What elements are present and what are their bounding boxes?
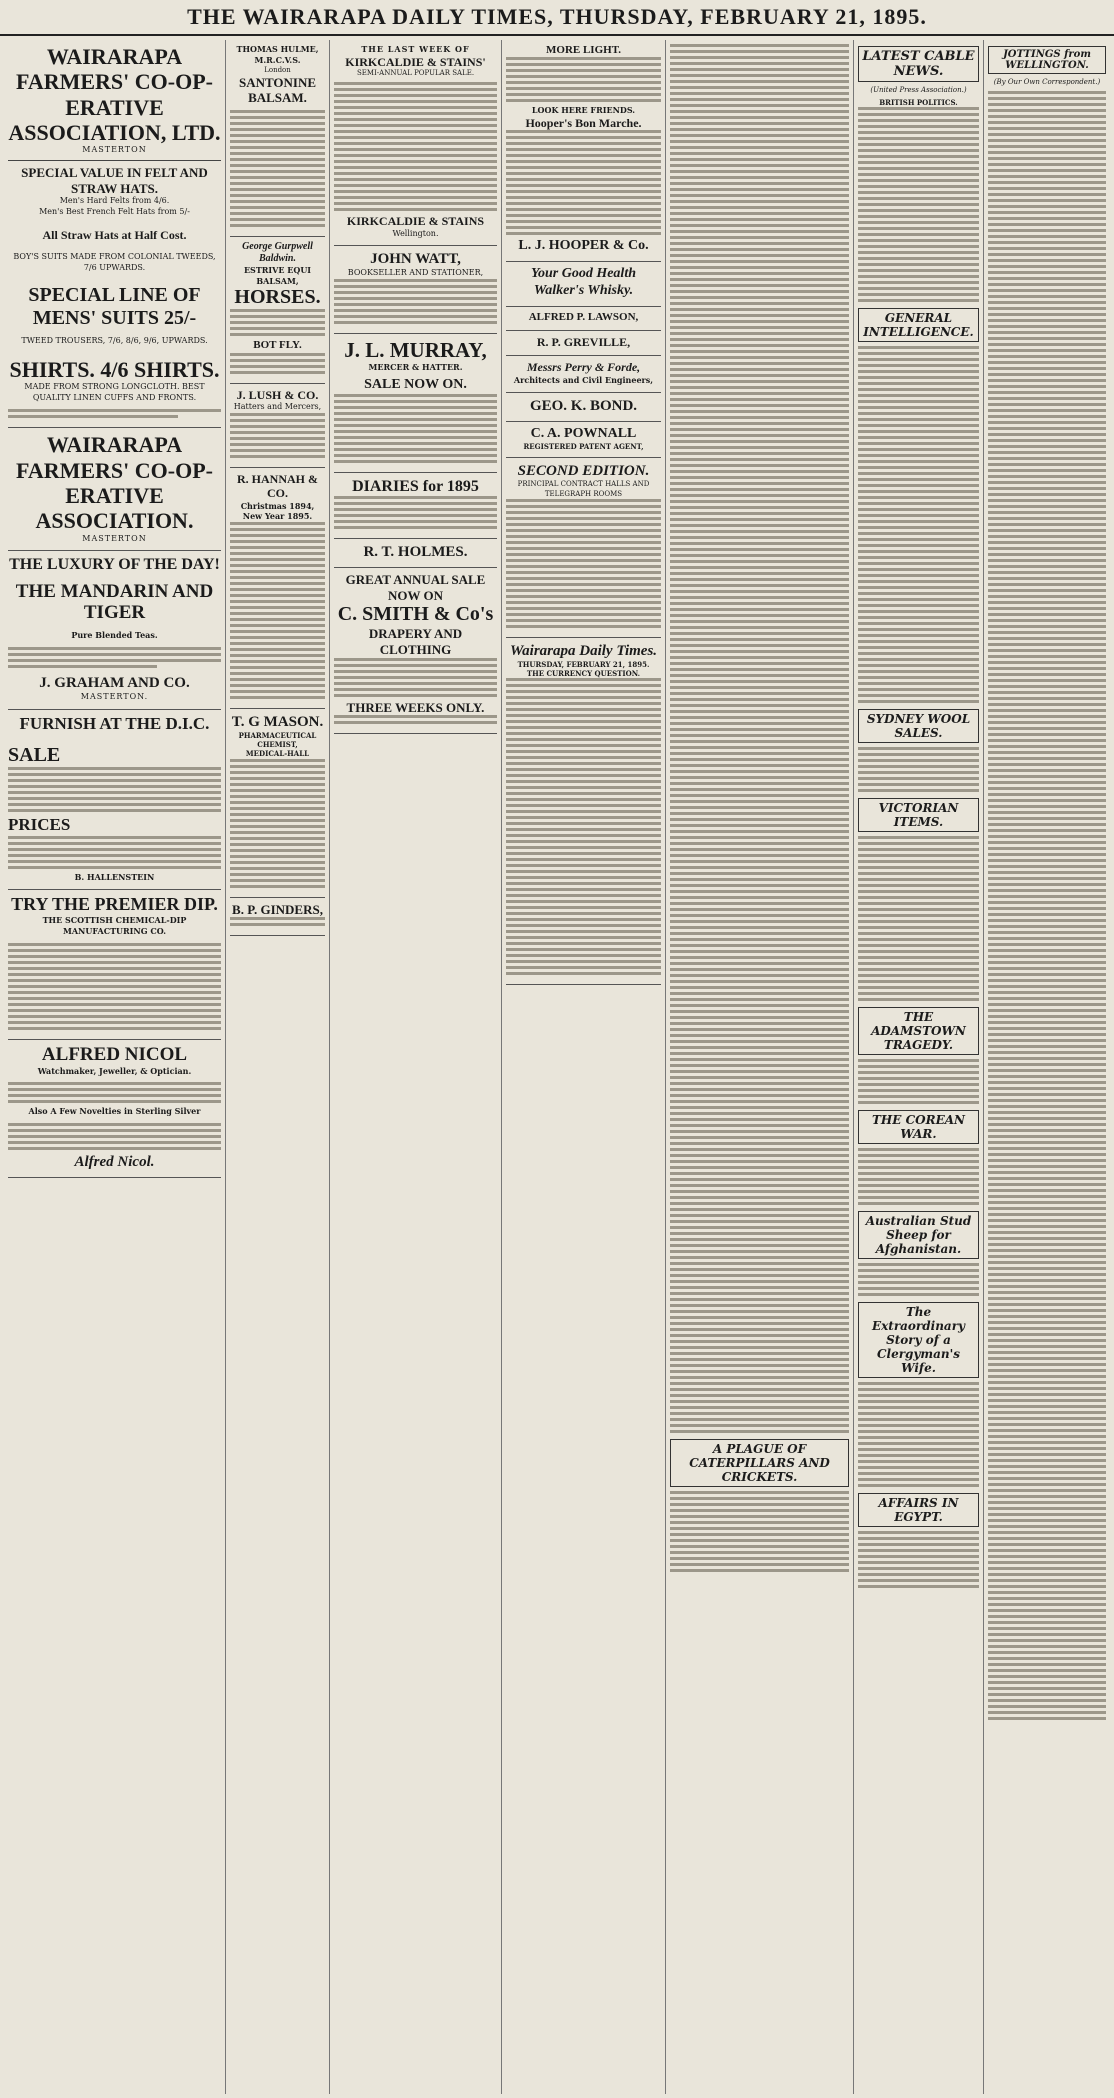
ad-line: TWEED TROUSERS, 7/6, 8/6, 9/6, UPWARDS.	[21, 335, 208, 345]
ad-heading: HORSES.	[234, 286, 321, 309]
ad-smith	[334, 568, 497, 734]
ad-subtitle: Architects and Civil Engineers,	[513, 374, 654, 385]
ad-john-watt	[334, 246, 497, 334]
ad-heading: BOT FLY.	[253, 339, 302, 352]
ad-subtitle: Christmas 1894,	[240, 500, 315, 511]
ad-subtitle: REGISTERED PATENT AGENT,	[523, 442, 644, 452]
ad-lush	[230, 384, 325, 468]
ad-title: J. L. MURRAY,	[344, 338, 487, 363]
ad-subtitle: LOOK HERE FRIENDS.	[531, 105, 636, 116]
ad-holmes	[334, 539, 497, 568]
ad-title: SANTONINE BALSAM.	[238, 74, 317, 106]
ad-mason	[230, 709, 325, 897]
ad-farmers-coop	[8, 40, 221, 428]
ad-hannah	[230, 468, 325, 709]
ad-heading: MORE LIGHT.	[546, 44, 621, 56]
ad-mandarin-tiger	[8, 551, 221, 709]
section-heading: SYDNEY WOOL SALES.	[858, 709, 979, 743]
ad-title: C. A. POWNALL	[530, 425, 637, 441]
section-heading: JOTTINGS from WELLINGTON.	[988, 46, 1106, 74]
column-6	[854, 40, 984, 2094]
ad-title: B. P. GINDERS,	[232, 901, 323, 917]
ad-subtitle: MERCER & HATTER.	[368, 362, 463, 373]
ad-subtitle: THE SCOTTISH CHEMICAL-DIP MANUFACTURING CO.	[42, 915, 187, 937]
ad-place: Wellington.	[392, 228, 439, 238]
ad-line: All Straw Hats at Half Cost.	[42, 227, 187, 242]
ad-ginders	[230, 898, 325, 937]
ad-line: Also A Few Novelties in Sterling Silver	[28, 1106, 201, 1117]
section-heading: AFFAIRS IN EGYPT.	[858, 1493, 979, 1527]
ad-farmers-coop-2	[8, 428, 221, 551]
ad-title: ALFRED NICOL	[41, 1043, 188, 1065]
section-heading: LATEST CABLE NEWS.	[858, 46, 979, 82]
paper-date: THURSDAY, FEBRUARY 21, 1895.	[517, 659, 650, 669]
ad-murray	[334, 334, 497, 473]
column-4	[502, 40, 666, 2094]
ad-title: Messrs Perry & Forde,	[526, 360, 641, 375]
ad-line: MADE FROM STRONG LONGCLOTH. BEST QUALITY LINEN CUFFS AND FRONTS.	[24, 381, 205, 402]
ad-title: R. P. GREVILLE,	[536, 334, 631, 349]
ad-title: KIRKCALDIE & STAINS'	[345, 54, 486, 69]
ad-word: PRICES	[8, 815, 71, 835]
ad-title: L. J. HOOPER & Co.	[518, 238, 649, 254]
section-heading: THE ADAMSTOWN TRAGEDY.	[858, 1007, 979, 1055]
section-heading: GENERAL INTELLIGENCE.	[858, 308, 979, 342]
ad-signature: Alfred Nicol.	[74, 1154, 155, 1171]
ad-title: GEO. K. BOND.	[529, 397, 638, 414]
ad-title: J. LUSH & CO.	[236, 387, 319, 402]
ad-title: THE LUXURY OF THE DAY!	[9, 556, 220, 574]
ad-title: T. G MASON.	[231, 714, 324, 731]
ad-title: Your Good Health Walker's Whisky.	[530, 266, 636, 298]
section-subtitle: (By Our Own Correspondent.)	[993, 78, 1101, 86]
section-title: SECOND EDITION.	[517, 463, 650, 480]
ad-subtitle: ESTRIVE EQUI BALSAM,	[243, 264, 312, 286]
ad-hooper	[506, 40, 661, 262]
ad-place: London	[264, 65, 291, 74]
ad-title: Hooper's Bon Marche.	[525, 115, 642, 130]
ad-diaries	[334, 473, 497, 539]
ad-santonine	[230, 40, 325, 237]
ad-perry-forde	[506, 356, 661, 392]
ad-subtitle: DRAPERY AND CLOTHING	[368, 626, 463, 657]
ad-walkers	[506, 262, 661, 307]
editorial-heading: THE CURRENCY QUESTION.	[526, 668, 641, 678]
ad-place: MASTERTON.	[80, 692, 149, 702]
ad-subtitle: Hatters and Mercers,	[233, 402, 322, 412]
ad-heading: SALE NOW ON.	[364, 377, 467, 393]
section-heading: Australian Stud Sheep for Afghanistan.	[858, 1211, 979, 1259]
ad-baldwin	[230, 237, 325, 384]
ad-dic	[8, 710, 221, 890]
section-heading: A PLAGUE OF CATERPILLARS AND CRICKETS.	[670, 1439, 849, 1487]
ad-pownall	[506, 422, 661, 459]
ad-heading: THREE WEEKS ONLY.	[346, 699, 485, 715]
ad-footer: J. GRAHAM AND CO.	[39, 675, 190, 692]
ad-tagline: Pure Blended Teas.	[71, 630, 158, 641]
column-5	[666, 40, 854, 2094]
section-heading: VICTORIAN ITEMS.	[858, 798, 979, 832]
ad-lawson	[506, 307, 661, 331]
ad-word: SALE	[8, 744, 61, 767]
ad-heading: SPECIAL LINE OF MENS' SUITS 25/-	[28, 283, 201, 329]
ad-title: George Gurpwell Baldwin.	[242, 240, 313, 264]
ad-place: MASTERTON	[82, 145, 147, 155]
ad-bond	[506, 393, 661, 422]
section-heading: The Extraordinary Story of a Clergyman's Wife.	[858, 1302, 979, 1378]
ad-greville	[506, 331, 661, 356]
section-heading: BRITISH POLITICS.	[879, 98, 958, 108]
ad-subtitle: MEDICAL-HALL	[245, 749, 310, 759]
ad-line: Men's Hard Felts from 4/6.	[59, 196, 170, 206]
ad-place: MASTERTON	[82, 533, 147, 543]
ad-subtitle: Watchmaker, Jeweller, & Optician.	[37, 1065, 192, 1076]
ad-title: TRY THE PREMIER DIP.	[11, 893, 218, 914]
column-2	[226, 40, 330, 2094]
ad-heading: SHIRTS. 4/6 SHIRTS.	[9, 356, 220, 382]
ad-footer: KIRKCALDIE & STAINS	[346, 214, 485, 229]
ad-line: Men's Best French Felt Hats from 5/-	[39, 206, 190, 216]
second-edition	[506, 458, 661, 637]
section-subtitle: PRINCIPAL CONTRACT HALLS AND TELEGRAPH ROOMS	[517, 480, 650, 498]
ad-title: WAIRARAPA FARMERS' CO-OP-ERATIVE ASSOCIATION, LTD.	[8, 44, 221, 145]
ad-heading: GREAT ANNUAL SALE NOW ON	[345, 572, 486, 603]
ad-title: ALFRED P. LAWSON,	[528, 310, 639, 323]
ad-alfred-nicol	[8, 1040, 221, 1178]
paper-title: Wairarapa Daily Times.	[509, 642, 658, 659]
ad-title: FURNISH AT THE D.I.C.	[19, 713, 210, 733]
ad-premier-dip	[8, 890, 221, 1040]
ad-title: R. HANNAH & CO.	[237, 471, 318, 501]
column-7	[984, 40, 1110, 2094]
ad-heading: SPECIAL VALUE IN FELT AND STRAW HATS.	[21, 164, 208, 196]
ad-subtitle: BOOKSELLER AND STATIONER,	[347, 268, 484, 278]
section-heading: THE COREAN WAR.	[858, 1110, 979, 1144]
columns	[4, 40, 1110, 2094]
ad-title: C. SMITH & Co's	[337, 603, 494, 626]
ad-title: WAIRARAPA FARMERS' CO-OP-ERATIVE ASSOCIATION.	[16, 432, 213, 534]
masthead: THE WAIRARAPA DAILY TIMES, THURSDAY, FEBRUARY 21, 1895.	[0, 0, 1114, 36]
ad-heading: THE LAST WEEK OF	[361, 44, 470, 54]
section-subtitle: (United Press Association.)	[870, 86, 967, 94]
ad-title: JOHN WATT,	[370, 251, 461, 268]
ad-subtitle: SEMI-ANNUAL POPULAR SALE.	[356, 69, 475, 78]
ad-subtitle: PHARMACEUTICAL CHEMIST,	[238, 731, 317, 750]
column-3	[330, 40, 502, 2094]
editorial	[506, 638, 661, 985]
ad-byline: THOMAS HULME, M.R.C.V.S.	[236, 44, 319, 65]
ad-kirkcaldie	[334, 40, 497, 246]
ad-line: BOY'S SUITS MADE FROM COLONIAL TWEEDS, 7/6 UPWARDS.	[13, 252, 216, 272]
ad-subtitle: THE MANDARIN AND TIGER	[15, 580, 214, 624]
ad-title: R. T. HOLMES.	[363, 544, 468, 561]
ad-signature: B. HALLENSTEIN	[74, 871, 155, 882]
column-1	[4, 40, 226, 2094]
ad-subtitle: New Year 1895.	[242, 511, 313, 522]
ad-title: DIARIES for 1895	[352, 478, 479, 495]
